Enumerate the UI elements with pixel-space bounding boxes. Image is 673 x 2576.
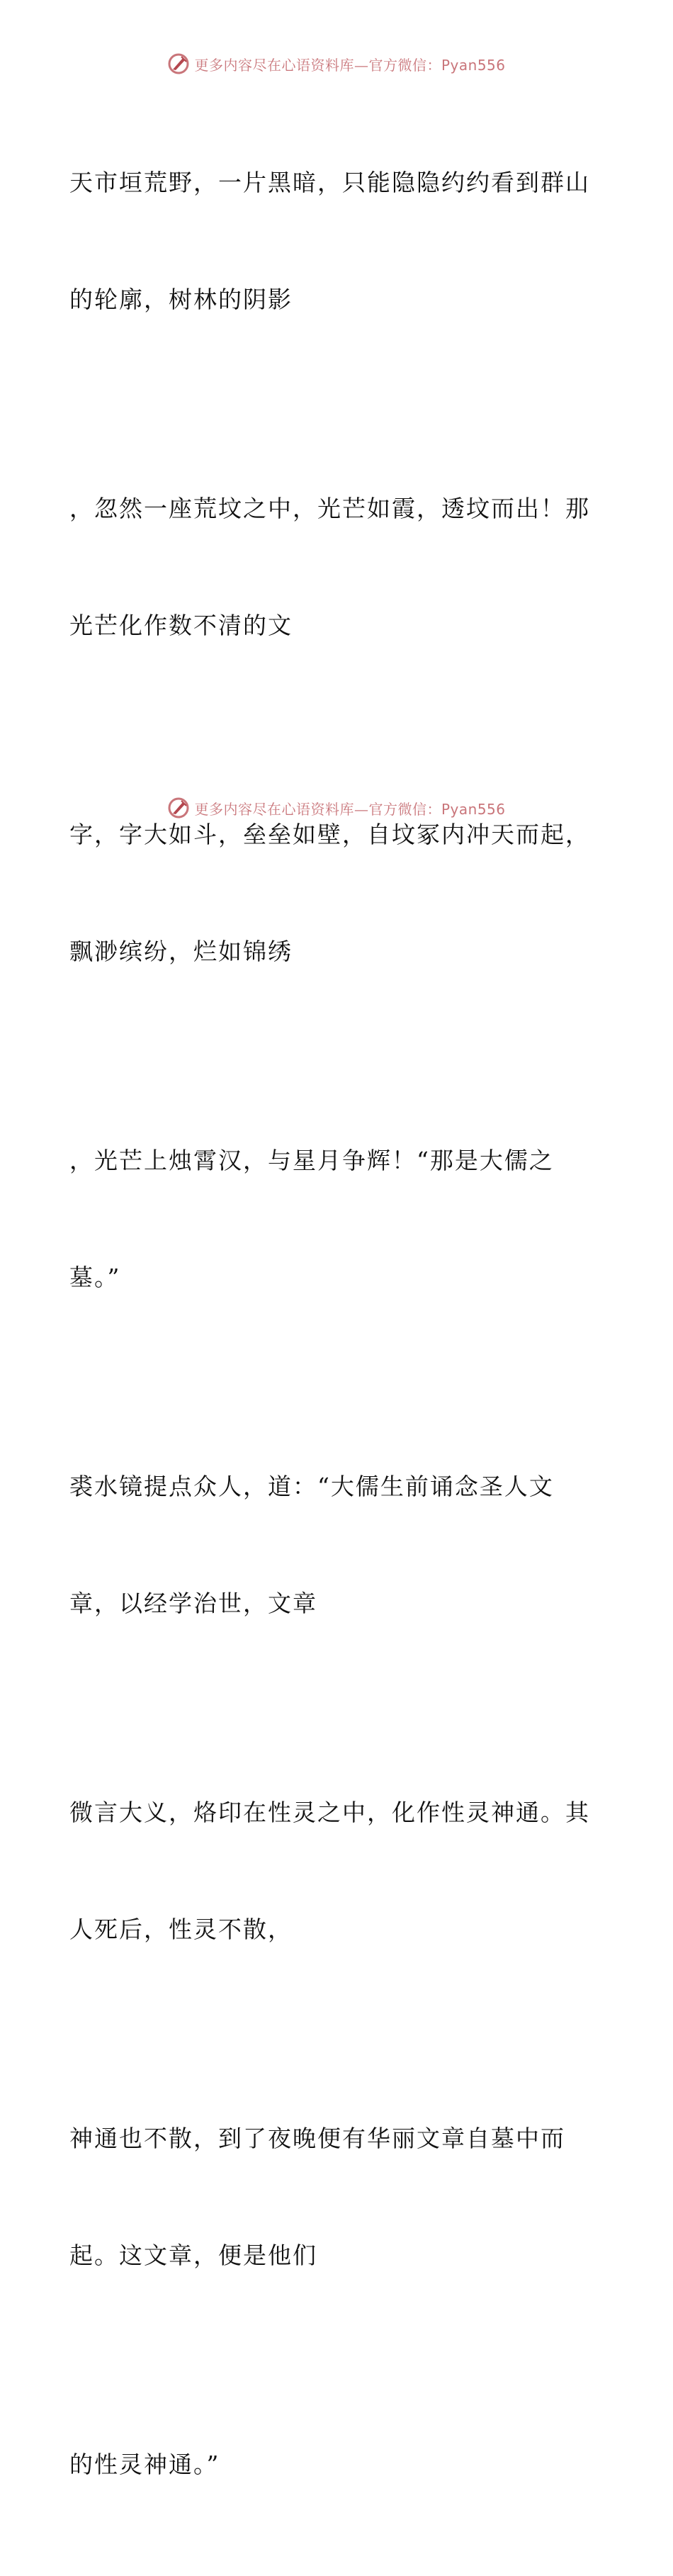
text-line: 人死后，性灵不散， [69, 1916, 293, 1943]
text-line: 章，以经学治世，文章 [69, 1590, 317, 1617]
paragraph [69, 85, 608, 397]
text-line: 的轮廓，树林的阴影 [69, 286, 293, 313]
paragraph [69, 737, 608, 1049]
text-line: 的性灵神通。” [69, 2451, 220, 2478]
footer-watermark [0, 794, 673, 822]
text-line: 天市垣荒野，一片黑暗，只能隐隐约约看到群山 [69, 169, 590, 196]
paragraph [69, 1715, 608, 2027]
quill-logo-icon [167, 797, 190, 819]
text-line: 字，字大如斗，垒垒如壁，自坟冢内冲天而起， [69, 821, 590, 848]
watermark-text: 更多内容尽在心语资料库—官方微信：Pyan556 [194, 56, 506, 74]
paragraph [69, 1389, 608, 1701]
watermark-text: 更多内容尽在心语资料库—官方微信：Pyan556 [194, 800, 506, 818]
text-line: 墓。” [69, 1264, 121, 1291]
text-line: 光芒化作数不清的文 [69, 612, 293, 639]
text-line: 裘水镜提点众人，道：“大儒生前诵念圣人文 [69, 1473, 554, 1500]
text-line: 微言大义，烙印在性灵之中，化作性灵神通。其 [69, 1799, 590, 1826]
quill-logo-icon [167, 52, 190, 75]
document-body [69, 85, 608, 2576]
paragraph [69, 411, 608, 723]
text-line: 起。这文章，便是他们 [69, 2242, 317, 2269]
paragraph [69, 1063, 608, 1375]
paragraph [69, 2367, 608, 2562]
text-line: 神通也不散，到了夜晚便有华丽文章自墓中而 [69, 2125, 565, 2152]
text-line: ，忽然一座荒坟之中，光芒如霞，透坟而出！那 [69, 495, 590, 522]
text-line: 飘渺缤纷，烂如锦绣 [69, 938, 293, 965]
paragraph [69, 2041, 608, 2353]
header-watermark [0, 50, 673, 78]
text-line: ，光芒上烛霄汉，与星月争辉！“那是大儒之 [69, 1147, 554, 1174]
